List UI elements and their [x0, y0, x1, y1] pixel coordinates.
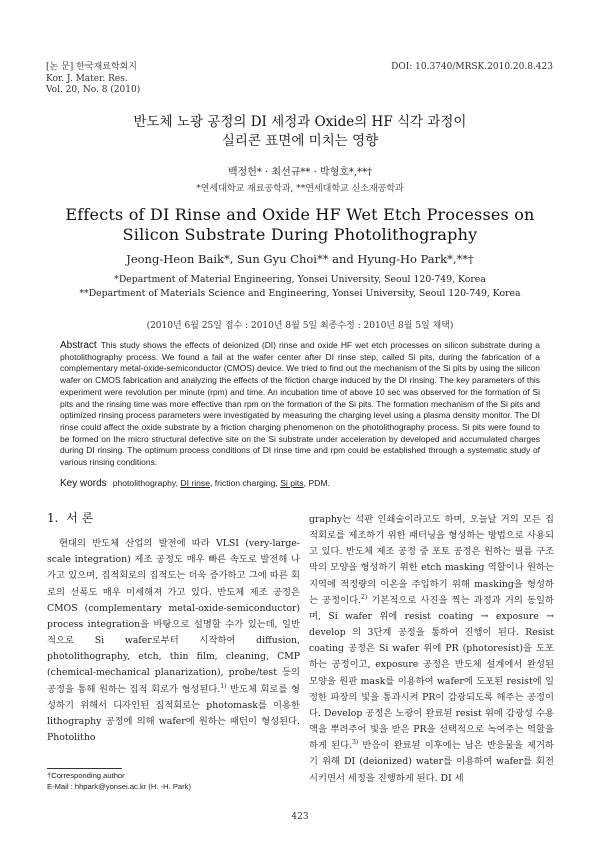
footnote	[47, 771, 191, 792]
keyword-1: photolithography,	[112, 478, 178, 488]
left-column	[47, 510, 300, 746]
keyword-3: , friction charging,	[209, 478, 278, 488]
footnote-divider	[47, 768, 122, 769]
affiliations-en	[0, 273, 600, 301]
keywords	[60, 478, 330, 489]
title-en	[0, 205, 600, 245]
keyword-4: Si pits	[280, 478, 304, 488]
paragraph-2-text-c: 반응이 완료된 이후에는 남은 반응물을 제거하기 위해 DI (deionized) water를 이용하여 wafer를 회전시키면서 세정을 진행하게 된다. DI 세	[309, 740, 554, 784]
title-en-line2: Silicon Substrate During Photolithography	[122, 225, 478, 244]
corresponding-author: †Corresponding author	[47, 771, 125, 780]
paragraph-1-text-a: 현대의 반도체 산업의 발전에 따라 VLSI (very-large-scale integration) 제조 공정도 매우 빠른 속도로 발전해 나가고 있으며, 집적회로의 집적도는 더욱 증가하고 그에 따른 회로의 선폭도 매우 미세해져 가고 있다. 반도체 제조 공정은 CMOS (complementary metal-oxide-semiconductor) process integration을 바탕으로 설명할 수가 있는데, 일반적으로 Si wafer로부터 시작하여 diffusion, photolithography, etch, thin film, cleaning, CMP (chemical-mechanical planarization), probe/test 등의 공정을 통해 원하는 집적 회로가 형성된다.	[47, 538, 300, 695]
title-kr-line1: 반도체 노광 공정의 DI 세정과 Oxide의 HF 식각 과정이	[133, 114, 467, 130]
section-title: 서 론	[66, 511, 94, 525]
authors-en: Jeong-Heon Baik*, Sun Gyu Choi** and Hyung-Ho Park*,**†	[126, 252, 474, 266]
keywords-label: Key words	[60, 478, 107, 489]
keyword-5: , PDM.	[303, 478, 330, 488]
reference-2: 2)	[361, 593, 368, 601]
title-en-line1: Effects of DI Rinse and Oxide HF Wet Etch Processes on	[65, 205, 535, 224]
section-heading	[47, 510, 300, 526]
affiliation-en-1: *Department of Material Engineering, Yonsei University, Seoul 120-749, Korea	[114, 274, 486, 285]
reference-3: 3)	[352, 739, 359, 747]
abstract-text: This study shows the effects of deionized (DI) rinse and oxide HF wet etch processes on silicon substrate during a photolithography process. We found a fail at the wafer center after DI rinse step, called Si pits, during the fabrication of a complementary metal-oxide-semiconductor (CMOS) device. We tried to find out the mechanism of the Si pits by using the silicon wafer on CMOS fabrication and analyzing the effects of the friction charge induced by the DI rinsing. The key parameters of this experiment were revolution per minute (rpm) and time. An incubation time of above 10 sec was observed for the formation of Si pits and the rinsing time was more effective than rpm on the formation of the Si pits. The formation mechanism of the Si pits and optimized rinsing process parameters were investigated by measuring the charging level using a plasma density monitor. The DI rinse could affect the oxide substrate by a friction charging phenomenon on the photolithography process. Si pits were found to be formed on the micro structural defective site on the Si substrate under acceleration by developed and accumulated charges during DI rinsing. The optimum process conditions of DI rinse time and rpm could be established through a systematic study of various rinsing conditions.	[60, 340, 540, 468]
title-kr-line2: 실리콘 표면에 미치는 영향	[221, 133, 379, 149]
paragraph-2-text-b: 기본적으로 사진을 찍는 과정과 거의 동일하며, Si wafer 위에 resist coating → exposure → develop 의 3단계 공정을 통하여 진행이 된다. Resist coating 공정은 Si wafer 위에 PR (photoresist)을 도포하는 공정이고, exposure 공정은 반도체 설계에서 완성된 모양을 원판 mask를 이용하여 wafer에 도포된 resist에 일정한 파장의 빛을 통과시켜 PR이 감광되도록 해주는 공정이다. Develop 공정은 노광이 완료된 resist 위에 감광성 수용액을 뿌려주어 빛을 받은 PR을 선택적으로 녹여주는 역할을 하게 된다.	[309, 594, 554, 752]
abstract	[60, 340, 540, 469]
authors-kr: 백정헌* · 최선규** · 박형호*,**†	[227, 167, 373, 178]
paragraph-1-text-b: 반도체 회로를 형성하기 위해서 디자인된 집적회로는 photomask를 이용한 lithography 공정에 의해 wafer에 원하는 패턴이 형성된다. Photolitho	[47, 683, 301, 744]
title-kr	[0, 113, 600, 151]
journal-name-en: Kor. J. Mater. Res.	[46, 73, 128, 84]
paragraph-1	[47, 536, 300, 746]
right-column	[309, 512, 554, 787]
page-number: 423	[291, 812, 309, 822]
affiliations-kr: *연세대학교 재료공학과, **연세대학교 신소재공학과	[196, 184, 404, 194]
paragraph-2	[309, 512, 554, 787]
abstract-label: Abstract	[60, 340, 97, 351]
author-email: E-Mail : hhpark@yonsei.ac.kr (H. -H. Park)	[47, 781, 192, 791]
paragraph-2-text-a: graphy는 석판 인쇄술이라고도 하며, 오늘날 거의 모든 집적회로를 제조하기 위한 패터닝을 형성하는 방법으로 사용되고 있다. 반도체 제조 공정 중 포토 공정은 원하는 필름 구조막의 모양을 형성하기 위한 etch masking 역할이나 원하는 지역에 적정량의 이온을 주입하기 위해 masking을 형성하는 공정이다.	[309, 514, 554, 606]
journal-volume: Vol. 20, No. 8 (2010)	[46, 85, 141, 95]
affiliation-en-2: **Department of Materials Science and Engineering, Yonsei University, Seoul 120-749, Korea	[79, 288, 521, 299]
journal-name-kr: [논 문] 한국재료학회지	[46, 62, 137, 72]
keyword-2: DI rinse	[180, 478, 210, 488]
received-dates: (2010년 6월 25일 접수 : 2010년 8월 5일 최종수정 : 2010년 8월 5일 채택)	[146, 321, 454, 331]
journal-header	[46, 62, 140, 97]
section-number: 1.	[47, 511, 59, 525]
doi: DOI: 10.3740/MRSK.2010.20.8.423	[391, 62, 553, 72]
reference-1: 1)	[220, 682, 227, 690]
